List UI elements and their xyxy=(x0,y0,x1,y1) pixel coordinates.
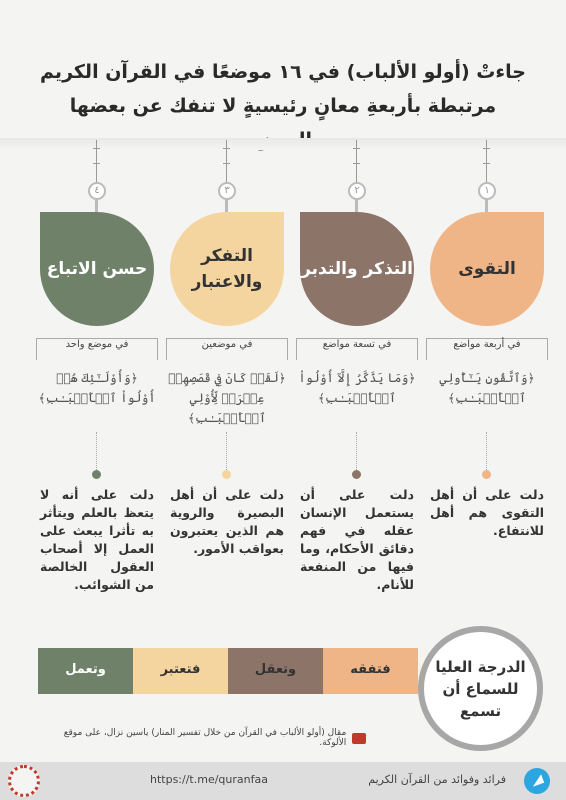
title-line-2: مرتبطة بأربعةِ معانٍ رئيسيةٍ لا تنفك عن بعضها xyxy=(69,95,497,117)
hanger xyxy=(486,140,487,182)
column-taqwa xyxy=(422,140,552,640)
verse: ﴿وَٱتَّقُونِ يَـٰٓأُولِي ٱلۡأَلۡبَـٰبِ﴾ xyxy=(439,371,535,405)
source-text: مقال (أولو الألباب في القرآن من خلال تفسير المنار) ياسين نزال، على موقع الألوكة. xyxy=(63,728,347,748)
dotted-line xyxy=(96,432,97,472)
hanger xyxy=(96,140,97,182)
column-number: ١ xyxy=(478,182,496,200)
book-icon xyxy=(352,733,366,744)
verse: ﴿وَمَا يَذَّكَّرُ إِلَّآ أُوْلُواْ ٱلۡأَلۡبَـٰبِ﴾ xyxy=(298,371,416,405)
occurrence-count-label: في تسعة مواضع xyxy=(319,339,395,350)
column-number: ٢ xyxy=(348,182,366,200)
occurrence-count-label: في أربعة مواضع xyxy=(449,339,524,350)
occurrence-count-label: في موضعين xyxy=(198,339,257,350)
dot-marker xyxy=(92,470,101,479)
occurrence-count xyxy=(296,338,418,360)
occurrence-count xyxy=(166,338,288,360)
verse: ﴿لَقَدۡ كَانَ فِي قَصَصِهِمۡ عِبۡرَةٞ لِّأُوْلِي ٱلۡأَلۡبَـٰبِ﴾ xyxy=(168,371,286,425)
hanger xyxy=(356,140,357,182)
title-line-1: جاءتْ (أولو الألباب) في ١٦ موضعًا في القرآن الكريم xyxy=(40,61,526,83)
description: دلت على أن يستعمل الإنسان عقله في فهم دقائق الأحكام، وما فيها من المنفعة للأنام. xyxy=(300,487,414,592)
occurrence-count xyxy=(426,338,548,360)
hanger xyxy=(226,140,227,182)
leaf-title: التذكر والتدبر xyxy=(300,212,414,326)
leaf-title: حسن الاتباع xyxy=(40,212,154,326)
verse: ﴿وَأُوْلَـٰٓئِكَ هُمۡ أُوْلُواْ ٱلۡأَلۡبَـٰبِ﴾ xyxy=(38,371,156,405)
leaf-title: التفكر والاعتبار xyxy=(170,212,284,326)
step-1: فتفقه xyxy=(350,662,391,677)
logo-icon xyxy=(8,765,40,797)
footer-link[interactable]: https://t.me/quranfaa xyxy=(150,773,268,786)
source-note xyxy=(40,728,366,748)
dotted-line xyxy=(486,432,487,472)
column-tadhakkur xyxy=(292,140,422,640)
column-number: ٤ xyxy=(88,182,106,200)
description: دلت على أن أهل البصيرة والروية هم الذين يعتبرون بعواقب الأمور. xyxy=(170,487,284,556)
dotted-line xyxy=(356,432,357,472)
column-tafakkur xyxy=(162,140,292,640)
dot-marker xyxy=(222,470,231,479)
circle-text: الدرجة العليا للسماع أن تسمع xyxy=(435,657,526,720)
leaf-title: التقوى xyxy=(430,212,544,326)
step-2: وتعقل xyxy=(254,662,297,677)
dot-marker xyxy=(482,470,491,479)
dot-marker xyxy=(352,470,361,479)
footer-text: فرائد وفوائد من القرآن الكريم xyxy=(368,773,506,786)
occurrence-count-label: في موضع واحد xyxy=(62,339,133,350)
column-number: ٣ xyxy=(218,182,236,200)
description: دلت على أنه لا يتعظ بالعلم ويتأثر به تأثرا يبعث على العمل إلا أصحاب العقول الخالصة من الشوائب. xyxy=(40,487,154,592)
occurrence-count xyxy=(36,338,158,360)
description: دلت على أن أهل التقوى هم أهل للانتفاع. xyxy=(430,487,544,538)
highest-degree-circle xyxy=(418,626,543,751)
telegram-icon[interactable] xyxy=(524,768,550,794)
column-ittiba xyxy=(32,140,162,640)
step-3: فتعتبر xyxy=(160,662,201,677)
footer xyxy=(0,762,566,800)
dotted-line xyxy=(226,432,227,472)
step-4: وتعمل xyxy=(65,662,106,677)
